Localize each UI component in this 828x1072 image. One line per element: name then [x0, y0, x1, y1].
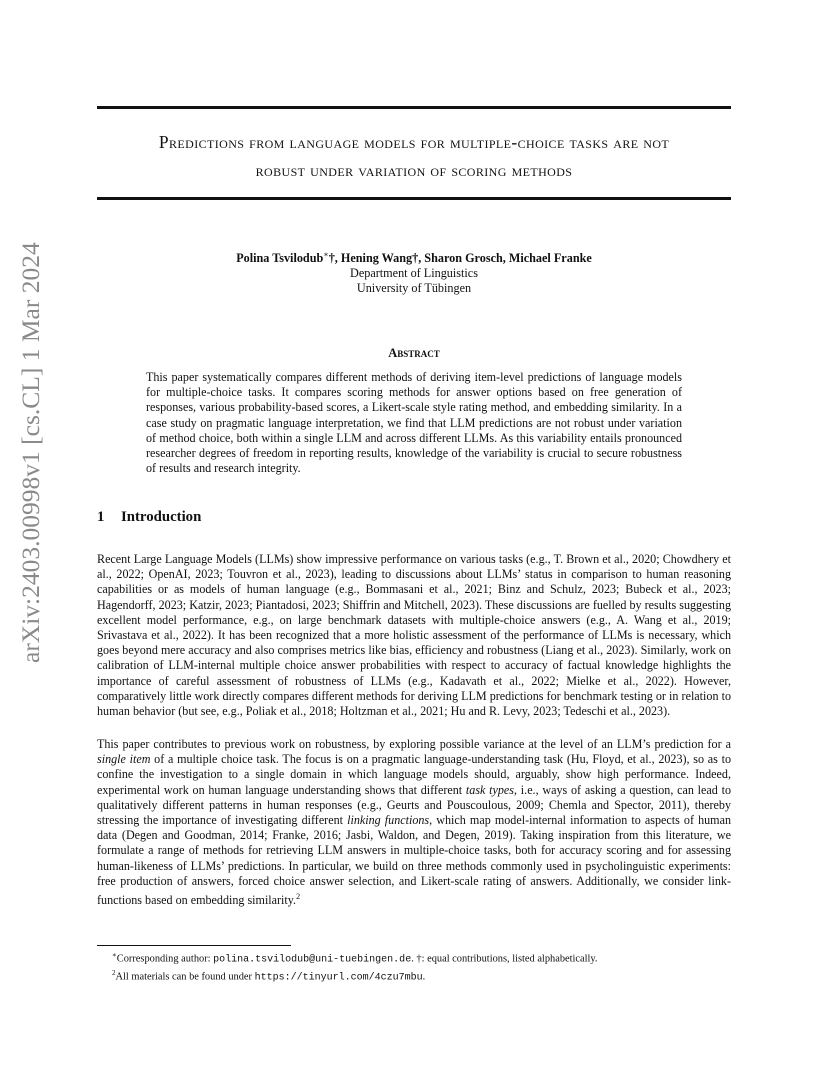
- footnote-2-text-end: .: [422, 971, 426, 983]
- paragraph-2-text-d: , which map model-internal information to aspects of human data (Degen and Goodman, 2014; Franke, 2016; Jasbi, Waldon, and Degen, 2019). Taking inspiration from this literature, we formulate a range of methods for retrieving LLM answers in multiple-choice tasks, both for accuracy scoring and for assessing human-likeness of LLMs’ predictions. In particular, we build on three methods commonly used in psycholinguistic experiments: free production of answers, forced choice answer selection, and Likert-scale rating of answers. Additionally, we consider link-functions based on embedding similarity.: [97, 813, 731, 908]
- footnote-2-mark: 2: [112, 969, 116, 978]
- emphasis-task-types: task types: [465, 782, 515, 797]
- author-names: [97, 247, 731, 266]
- paragraph-2-text-a: This paper contributes to previous work on robustness, by exploring possible variance at the level of an LLM’s prediction for a: [97, 737, 731, 751]
- footnote-1-text-end: . †: equal contributions, listed alphabetically.: [411, 953, 598, 965]
- footnote-rule: [97, 945, 291, 946]
- paper-title: [97, 128, 731, 184]
- corresponding-email-link[interactable]: polina.tsvilodub@uni-tuebingen.de: [213, 954, 412, 966]
- footnote-2-text: All materials can be found under: [115, 971, 255, 983]
- paragraph-2-text-c: , i.e., ways of asking a question, can lead to qualitatively different patterns in human responses (e.g., Geurts and Pouscoulous, 2009; Chemla and Spector, 2011), thereby stressing the importance of investigating different: [97, 782, 731, 828]
- author-block: [97, 247, 731, 296]
- abstract-heading: Abstract: [388, 346, 440, 360]
- materials-url-link[interactable]: https://tinyurl.com/4czu7mbu: [254, 972, 423, 984]
- intro-paragraph-1: Recent Large Language Models (LLMs) show impressive performance on various tasks (e.g., T. Brown et al., 2020; Chowdhery et al., 2022; OpenAI, 2023; Touvron et al., 2023), leading to discussions about LLMs’ status in comparison to human reasoning capabilities or as models of human language (e.g., Bommasani et al., 2021; Binz and Schulz, 2023; Bubeck et al., 2023; Hagendorff, 2023; Katzir, 2023; Piantadosi, 2023; Shiffrin and Mitchell, 2023). These discussions are fuelled by results suggesting excellent model performance, e.g., on large benchmark datasets with multiple-choice answers (e.g., A. Wang et al., 2019; Srivastava et al., 2022). It has been recognized that a more holistic assessment of the performance of LLMs is necessary, which goes beyond mere accuracy and also comprises metrics like bias, efficiency and robustness (Liang et al., 2023). Similarly, work on calibration of LLM-internal multiple choice answer probabilities with respect to accuracy of factual knowledge highlights the importance of careful assessment of robustness of LLMs (e.g., Kadavath et al., 2022; Mielke et al., 2022). However, comparatively little work directly compares different methods for deriving LLM predictions for benchmark testing or in relation to human behavior (but see, e.g., Poliak et al., 2018; Holtzman et al., 2021; Hu and R. Levy, 2023; Tedeschi et al., 2023).: [97, 552, 731, 719]
- corresponding-author-mark: ∗: [323, 250, 329, 259]
- affiliation-university: University of Tübingen: [356, 281, 472, 296]
- emphasis-single-item: single item: [97, 752, 151, 767]
- arxiv-identifier[interactable]: arXiv:2403.00998v1 [cs.CL] 1 Mar 2024: [16, 242, 45, 663]
- paragraph-2-text-b: of a multiple choice task. The focus is on a pragmatic language-understanding task (Hu, Floyd, et al., 2023), so as to confine the investigation to a single domain in which language models should, arguably, show high performance. Indeed, experimental work on human language understanding shows that different: [97, 752, 732, 797]
- section-number: 1: [97, 509, 105, 525]
- title-bottom-rule: [97, 197, 731, 200]
- abstract-text: This paper systematically compares different methods of deriving item-level predictions of language models for multiple-choice tasks. It compares scoring methods for answer options based on free generation of responses, various probability-based scores, a Likert-scale style rating method, and embedding similarity. In a case study on pragmatic language interpretation, we find that LLM predictions are not robust under variation of method choice, both within a single LLM and across different LLMs. As this variability entails pronounced researcher degrees of freedom in reporting results, knowledge of the variability is crucial to secure robustness of results and research integrity.: [146, 370, 682, 476]
- footnote-2-ref[interactable]: 2: [296, 892, 301, 902]
- arxiv-sidebar-stamp: [4, 242, 64, 668]
- intro-paragraph-2: [97, 737, 731, 908]
- section-heading-introduction: [97, 509, 201, 526]
- footnote-1-text: Corresponding author:: [116, 953, 214, 965]
- emphasis-linking-functions: linking functions: [347, 813, 430, 828]
- footnote-1-mark: ∗: [112, 951, 117, 959]
- footnotes: [112, 949, 731, 986]
- title-top-rule: [97, 106, 731, 109]
- other-authors: , Hening Wang†, Sharon Grosch, Michael Franke: [334, 251, 592, 266]
- footnote-2: [112, 967, 731, 985]
- section-title: Introduction: [121, 509, 202, 525]
- author-1-dagger: †: [328, 251, 335, 266]
- paper-title-line-1: Predictions from language models for multiple-choice tasks are not: [158, 132, 670, 152]
- footnote-1: [112, 949, 731, 967]
- author-1: Polina Tsvilodub: [236, 251, 324, 266]
- affiliation-department: Department of Linguistics: [350, 266, 478, 281]
- paper-title-line-2: robust under variation of scoring methods: [255, 160, 573, 180]
